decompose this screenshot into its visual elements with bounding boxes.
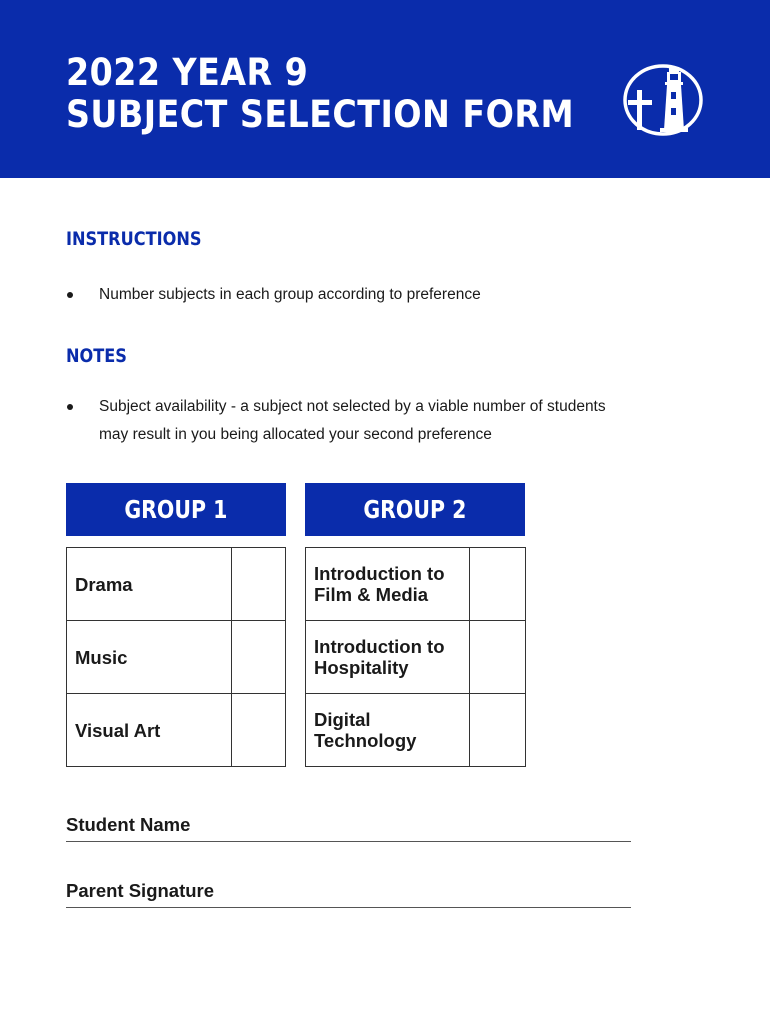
subject-label: Digital Technology <box>306 694 470 766</box>
parent-signature-label: Parent Signature <box>66 880 215 901</box>
preference-box-digital-technology[interactable] <box>470 694 525 766</box>
group-1-title: GROUP 1 <box>124 495 228 524</box>
table-row <box>67 694 285 766</box>
preference-box-drama[interactable] <box>232 548 285 620</box>
student-name-field[interactable] <box>66 841 631 842</box>
group-2-title: GROUP 2 <box>363 495 467 524</box>
subject-label: Visual Art <box>67 694 232 766</box>
group-1-header <box>66 483 286 536</box>
subject-label: Introduction to Film & Media <box>306 548 470 620</box>
title-line-2: SUBJECT SELECTION FORM <box>66 93 575 136</box>
note-line-1: Subject availability - a subject not selected by a viable number of students <box>99 398 606 415</box>
table-row <box>306 694 525 766</box>
table-row <box>306 621 525 694</box>
instruction-item <box>66 281 706 309</box>
subject-label: Introduction to Hospitality <box>306 621 470 693</box>
note-text <box>99 393 606 449</box>
header-banner <box>0 0 770 178</box>
preference-box-hospitality[interactable] <box>470 621 525 693</box>
table-row <box>67 621 285 694</box>
form-title <box>66 52 574 136</box>
student-name-label: Student Name <box>66 814 191 835</box>
preference-box-music[interactable] <box>232 621 285 693</box>
instructions-heading: INSTRUCTIONS <box>66 228 202 250</box>
note-line-2: may result in you being allocated your second preference <box>99 426 492 443</box>
lighthouse-cross-logo-icon <box>620 60 706 138</box>
group-1-table <box>66 547 286 767</box>
table-row <box>67 548 285 621</box>
notes-heading: NOTES <box>66 345 127 367</box>
note-item <box>66 393 726 449</box>
preference-box-visual-art[interactable] <box>232 694 285 766</box>
parent-signature-field[interactable] <box>66 907 631 908</box>
subject-label: Drama <box>67 548 232 620</box>
title-line-1: 2022 YEAR 9 <box>66 51 309 94</box>
table-row <box>306 548 525 621</box>
preference-box-film-media[interactable] <box>470 548 525 620</box>
group-2-table <box>305 547 526 767</box>
instruction-text: Number subjects in each group according to preference <box>99 286 481 303</box>
group-2-header <box>305 483 525 536</box>
subject-label: Music <box>67 621 232 693</box>
